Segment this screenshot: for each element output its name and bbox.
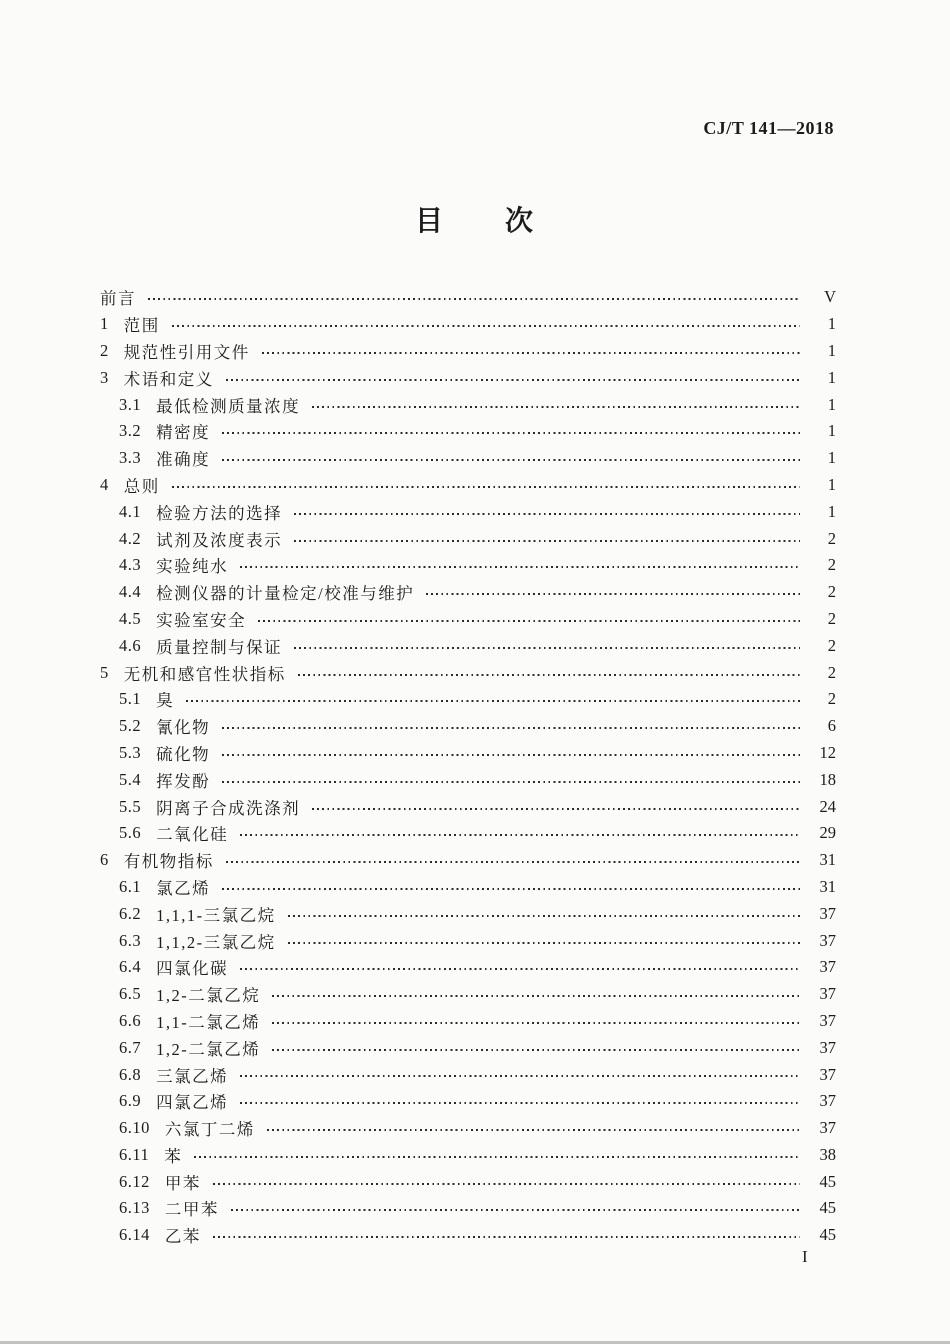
toc-entry — [100, 1115, 836, 1142]
toc-entry-label: 1,1,1-三氯乙烷 — [156, 905, 276, 925]
toc-entry-page: 37 — [819, 1118, 836, 1138]
dot-leader — [286, 905, 802, 922]
dot-leader — [211, 1173, 802, 1190]
toc-entry-label: 四氯乙烯 — [156, 1093, 229, 1113]
toc-entry-label: 氰化物 — [156, 718, 211, 738]
dot-leader — [184, 691, 802, 708]
toc-entry — [100, 284, 836, 311]
dot-leader — [310, 396, 802, 413]
toc-entry — [100, 766, 836, 793]
dot-leader — [220, 423, 802, 440]
toc-entry-number: 4.4 — [119, 582, 142, 602]
toc-entry-label: 1,1,2-三氯乙烷 — [156, 932, 276, 952]
toc-entry — [100, 793, 836, 820]
toc-entry — [100, 1088, 836, 1115]
toc-entry-number: 2 — [100, 340, 109, 360]
toc-entry-page: 38 — [819, 1144, 836, 1164]
toc-entry — [100, 874, 836, 901]
toc-entry-number: 3.2 — [119, 421, 142, 441]
standard-code: CJ/T 141—2018 — [703, 118, 834, 138]
toc-entry-label: 规范性引用文件 — [123, 342, 250, 362]
toc-entry-page: 37 — [819, 903, 836, 923]
toc-entry-label: 有机物指标 — [123, 852, 214, 872]
dot-leader — [220, 745, 802, 762]
toc-entry-number: 6.10 — [119, 1118, 150, 1138]
toc-entry-label: 前言 — [100, 289, 136, 309]
toc-entry-page: 45 — [819, 1171, 836, 1191]
dot-leader — [238, 1093, 802, 1110]
dot-leader — [270, 1013, 802, 1030]
toc-entry-page: 1 — [827, 421, 836, 441]
toc-entry-page: V — [824, 287, 836, 307]
toc-entry-label: 1,2-二氯乙烯 — [156, 1039, 261, 1059]
dot-leader — [238, 825, 802, 842]
toc-entry-page: 12 — [819, 742, 836, 762]
toc-entry — [100, 740, 836, 767]
toc-entry-number: 6 — [100, 850, 109, 870]
toc-entry-page: 37 — [819, 930, 836, 950]
toc-entry-number: 6.11 — [119, 1144, 150, 1164]
toc-entry-page: 37 — [819, 957, 836, 977]
dot-leader — [220, 879, 802, 896]
toc-entry-number: 5.2 — [119, 716, 142, 736]
toc-entry — [100, 1142, 836, 1169]
toc-entry-label: 试剂及浓度表示 — [156, 530, 283, 550]
toc-entry — [100, 418, 836, 445]
toc-entry-label: 臭 — [156, 691, 175, 711]
toc-entry-page: 37 — [819, 984, 836, 1004]
toc-entry-number: 4.5 — [119, 608, 142, 628]
dot-leader — [292, 504, 802, 521]
dot-leader — [260, 343, 802, 360]
toc-entry — [100, 713, 836, 740]
toc-entry-number: 5.4 — [119, 769, 142, 789]
toc-entry — [100, 1195, 836, 1222]
dot-leader — [292, 530, 802, 547]
toc-entry-label: 二甲苯 — [164, 1200, 219, 1220]
toc-entry-page: 1 — [827, 394, 836, 414]
toc-entry — [100, 686, 836, 713]
toc-entry-label: 1,2-二氯乙烷 — [156, 986, 261, 1006]
toc-entry-page: 18 — [819, 769, 836, 789]
toc-entry — [100, 659, 836, 686]
toc-entry-number: 5.6 — [119, 823, 142, 843]
toc-entry-page: 6 — [827, 716, 836, 736]
toc-entry-page: 1 — [827, 314, 836, 334]
toc-entry-number: 6.8 — [119, 1064, 142, 1084]
toc-entry-number: 6.4 — [119, 957, 142, 977]
toc-entry-label: 苯 — [164, 1146, 183, 1166]
dot-leader — [310, 798, 802, 815]
toc-entry-page: 45 — [819, 1198, 836, 1218]
dot-leader — [270, 1039, 802, 1056]
dot-leader — [224, 852, 802, 869]
toc-entry-page: 1 — [827, 448, 836, 468]
toc-entry-label: 乙苯 — [164, 1227, 201, 1247]
dot-leader — [170, 477, 802, 494]
toc-entry — [100, 338, 836, 365]
dot-leader — [270, 986, 802, 1003]
toc-entry — [100, 1008, 836, 1035]
toc-entry — [100, 525, 836, 552]
toc-entry-label: 无机和感官性状指标 — [123, 664, 286, 684]
toc-entry-number: 6.14 — [119, 1225, 150, 1245]
toc-entry-page: 31 — [819, 850, 836, 870]
toc-entry — [100, 1034, 836, 1061]
toc-entry-label: 检验方法的选择 — [156, 503, 283, 523]
toc-entry-label: 硫化物 — [156, 744, 211, 764]
dot-leader — [424, 584, 802, 601]
toc-entry-label: 实验纯水 — [156, 557, 229, 577]
page-number-footer: I — [802, 1247, 809, 1266]
toc-entry-page: 1 — [827, 501, 836, 521]
toc-entry-label: 检测仪器的计量检定/校准与维护 — [156, 584, 415, 604]
toc-entry-number: 3.3 — [119, 448, 142, 468]
toc-entry-number: 6.3 — [119, 930, 142, 950]
toc-entry-page: 2 — [827, 608, 836, 628]
dot-leader — [286, 932, 802, 949]
toc-entry-page: 2 — [827, 635, 836, 655]
toc-entry-label: 六氯丁二烯 — [164, 1120, 255, 1140]
toc-entry-number: 5.3 — [119, 742, 142, 762]
toc-entry-label: 1,1-二氯乙烯 — [156, 1012, 261, 1032]
toc-entry-label: 挥发酚 — [156, 771, 211, 791]
dot-leader — [220, 771, 802, 788]
toc-entry — [100, 981, 836, 1008]
toc-entry-number: 1 — [100, 314, 109, 334]
toc-entry-number: 3 — [100, 367, 109, 387]
toc-entry — [100, 498, 836, 525]
toc-entry — [100, 632, 836, 659]
toc-entry-number: 4.1 — [119, 501, 142, 521]
toc-entry-number: 6.2 — [119, 903, 142, 923]
toc-entry — [100, 391, 836, 418]
dot-leader — [211, 1227, 802, 1244]
toc-entry-number: 5.1 — [119, 689, 142, 709]
toc-entry — [100, 954, 836, 981]
toc-entry-label: 四氯化碳 — [156, 959, 229, 979]
dot-leader — [220, 450, 802, 467]
toc-entry-page: 2 — [827, 689, 836, 709]
toc-entry-number: 5 — [100, 662, 109, 682]
toc-entry-number: 6.5 — [119, 984, 142, 1004]
toc-entry — [100, 472, 836, 499]
toc-entry-number: 4.6 — [119, 635, 142, 655]
dot-leader — [238, 557, 802, 574]
dot-leader — [224, 370, 802, 387]
toc-entry-label: 最低检测质量浓度 — [156, 396, 301, 416]
toc-entry — [100, 606, 836, 633]
toc-entry-page: 2 — [827, 555, 836, 575]
toc-entry-number: 6.1 — [119, 876, 142, 896]
dot-leader — [238, 959, 802, 976]
toc-entry — [100, 900, 836, 927]
toc-entry-label: 准确度 — [156, 450, 211, 470]
toc-entry-page: 2 — [827, 662, 836, 682]
dot-leader — [238, 1066, 802, 1083]
toc-entry — [100, 445, 836, 472]
dot-leader — [229, 1200, 802, 1217]
toc-entry-number: 6.7 — [119, 1037, 142, 1057]
dot-leader — [265, 1120, 802, 1137]
toc-entry-page: 1 — [827, 367, 836, 387]
toc-entry-number: 4.2 — [119, 528, 142, 548]
toc-entry-page: 1 — [827, 340, 836, 360]
toc-entry-number: 4.3 — [119, 555, 142, 575]
toc-entry-label: 氯乙烯 — [156, 878, 211, 898]
toc-entry — [100, 364, 836, 391]
toc-entry-number: 6.9 — [119, 1091, 142, 1111]
toc-entry-label: 阴离子合成洗涤剂 — [156, 798, 301, 818]
toc-entry — [100, 579, 836, 606]
toc-entry-number: 6.12 — [119, 1171, 150, 1191]
toc-entry-label: 术语和定义 — [123, 369, 214, 389]
toc-entry-page: 31 — [819, 876, 836, 896]
toc-entry — [100, 1061, 836, 1088]
toc-entry-page: 2 — [827, 582, 836, 602]
toc-entry-page: 45 — [819, 1225, 836, 1245]
toc-entry-number: 6.6 — [119, 1010, 142, 1030]
toc-entry-page: 24 — [819, 796, 836, 816]
toc-entry-page: 37 — [819, 1064, 836, 1084]
toc-entry-label: 范围 — [123, 316, 160, 336]
toc-entry-number: 3.1 — [119, 394, 142, 414]
toc-entry — [100, 1222, 836, 1249]
toc-list — [100, 284, 836, 1249]
dot-leader — [220, 718, 802, 735]
toc-entry-number: 4 — [100, 474, 109, 494]
dot-leader — [296, 664, 802, 681]
toc-entry-label: 三氯乙烯 — [156, 1066, 229, 1086]
toc-entry-number: 5.5 — [119, 796, 142, 816]
toc-entry — [100, 820, 836, 847]
toc-entry — [100, 847, 836, 874]
toc-entry-page: 37 — [819, 1010, 836, 1030]
toc-entry-number: 6.13 — [119, 1198, 150, 1218]
dot-leader — [146, 289, 802, 306]
toc-entry-label: 精密度 — [156, 423, 211, 443]
toc-entry — [100, 927, 836, 954]
dot-leader — [256, 611, 802, 628]
toc-entry — [100, 1168, 836, 1195]
dot-leader — [192, 1147, 802, 1164]
page-title: 目 次 — [414, 206, 535, 237]
toc-entry-page: 1 — [827, 474, 836, 494]
toc-entry-label: 质量控制与保证 — [156, 637, 283, 657]
toc-entry — [100, 552, 836, 579]
toc-entry-page: 29 — [819, 823, 836, 843]
toc-entry-label: 总则 — [123, 476, 160, 496]
toc-entry-label: 二氧化硅 — [156, 825, 229, 845]
toc-entry-page: 37 — [819, 1037, 836, 1057]
toc-entry-label: 甲苯 — [164, 1173, 201, 1193]
dot-leader — [292, 638, 802, 655]
toc-entry-page: 37 — [819, 1091, 836, 1111]
dot-leader — [170, 316, 802, 333]
toc-entry-page: 2 — [827, 528, 836, 548]
toc-entry-label: 实验室安全 — [156, 610, 247, 630]
toc-entry — [100, 311, 836, 338]
